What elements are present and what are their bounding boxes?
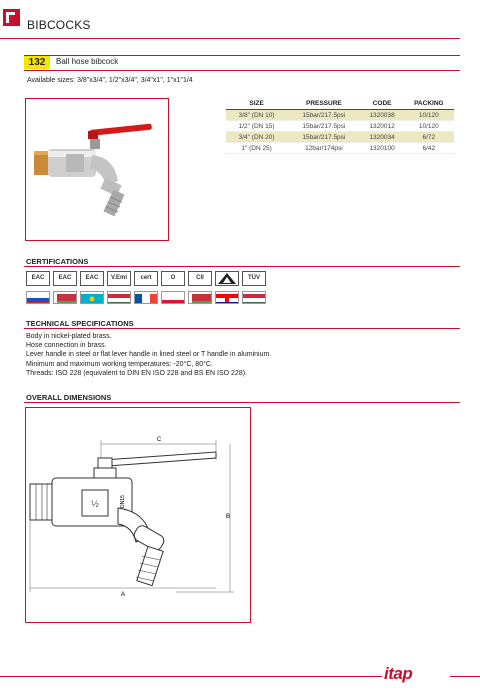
dimension-label-dn: DN15 — [120, 495, 126, 508]
spec-table — [226, 98, 454, 154]
belarus-flag-icon — [53, 291, 77, 304]
certification-marks — [26, 271, 266, 286]
cert-mark-icon: cert — [134, 271, 158, 286]
dimensions-title: OVERALL DIMENSIONS — [26, 393, 112, 402]
cell-pressure: 15bar/217.5psi — [287, 110, 360, 121]
eac-mark-icon: EAC — [26, 271, 50, 286]
cell-code: 1320038 — [361, 110, 404, 121]
round-mark-icon: O — [161, 271, 185, 286]
hungary-flag-icon — [107, 291, 131, 304]
poland-flag-icon — [161, 291, 185, 304]
available-sizes: Available sizes: 3/8"x3/4", 1/2"x3/4", 3/4"x1", 1"x1"1/4 — [27, 77, 193, 84]
croatia-flag-icon — [215, 291, 239, 304]
dimension-label-a: A — [120, 592, 126, 598]
table-row — [226, 132, 454, 143]
eac-mark-icon: EAC — [80, 271, 104, 286]
spec-line: Body in nickel-plated brass. — [26, 333, 112, 340]
cell-pressure: 12bar/174psi — [287, 143, 360, 154]
cell-packing: 6/42 — [404, 143, 454, 154]
certifications-title: CERTIFICATIONS — [26, 257, 89, 266]
cell-code: 1320034 — [361, 132, 404, 143]
table-row — [226, 110, 454, 121]
col-code: CODE — [361, 98, 404, 110]
kazakhstan-flag-icon — [80, 291, 104, 304]
russia-flag-icon — [26, 291, 50, 304]
dimension-label-c: C — [156, 437, 162, 443]
spec-line: Minimum and maximum working temperatures: -20°C, 80°C. — [26, 360, 213, 368]
col-size: SIZE — [226, 98, 287, 110]
cell-size: 3/4" (DN 20) — [226, 132, 287, 143]
country-flags — [26, 291, 266, 304]
product-divider-bottom — [24, 70, 460, 71]
eac-mark-icon: EAC — [53, 271, 77, 286]
spec-line: Hose connection in brass. — [26, 342, 107, 350]
vemi-mark-icon: V.Emi — [107, 271, 131, 286]
dimensions-divider — [24, 402, 460, 403]
cell-packing: 6/72 — [404, 132, 454, 143]
cell-size: 1/2" (DN 15) — [226, 121, 287, 132]
belarus-flag-icon — [188, 291, 212, 304]
technical-specs-title: TECHNICAL SPECIFICATIONS — [26, 319, 134, 328]
france-flag-icon — [134, 291, 158, 304]
product-code-badge: 132 — [24, 56, 50, 69]
svg-text:½: ½ — [91, 499, 99, 509]
cell-packing: 10/120 — [404, 110, 454, 121]
product-image-frame — [25, 98, 169, 241]
bibcock-product-icon — [26, 99, 168, 240]
brand-logo-icon — [3, 9, 20, 26]
footer-divider-right — [450, 676, 480, 677]
page-title: BIBCOCKS — [27, 18, 91, 32]
technical-divider — [24, 328, 460, 329]
product-name: Ball hose bibcock — [56, 57, 119, 66]
dimension-label-b: B — [226, 514, 231, 520]
cell-size: 1" (DN 25) — [226, 143, 287, 154]
cii-mark-icon: CII — [188, 271, 212, 286]
triangle-mark-icon — [215, 271, 239, 286]
cell-code: 1320100 — [361, 143, 404, 154]
spec-line: Lever handle in steel or flat lever handle in lined steel or T handle in aluminium. — [26, 351, 272, 359]
table-row — [226, 121, 454, 132]
footer-brand-logo: itap — [384, 664, 413, 683]
cell-size: 3/8" (DN 10) — [226, 110, 287, 121]
header-divider — [0, 38, 460, 39]
cell-packing: 10/120 — [404, 121, 454, 132]
table-header-row — [226, 98, 454, 110]
cell-code: 1320012 — [361, 121, 404, 132]
product-divider-top — [24, 55, 460, 56]
tuv-mark-icon: TÜV — [242, 271, 266, 286]
col-pressure: PRESSURE — [287, 98, 360, 110]
col-packing: PACKING — [404, 98, 454, 110]
hungary-flag-icon — [242, 291, 266, 304]
bibcock-dimension-drawing — [26, 408, 250, 622]
technical-specs-body — [26, 332, 271, 378]
footer-divider — [0, 676, 382, 677]
dimensions-drawing-frame — [25, 407, 251, 623]
table-row — [226, 143, 454, 154]
cell-pressure: 15bar/217.5psi — [287, 121, 360, 132]
cell-pressure: 15bar/217.5psi — [287, 132, 360, 143]
spec-line: Threads: ISO 228 (equivalent to DIN EN ISO 228 and BS EN ISO 228). — [26, 369, 247, 377]
certifications-divider — [24, 266, 460, 267]
